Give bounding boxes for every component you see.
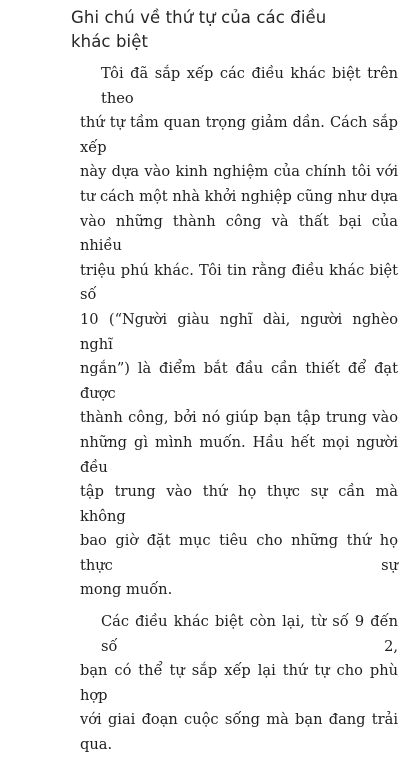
section-heading	[71, 6, 371, 54]
paragraph-2	[80, 610, 398, 758]
text-line: mong muốn.	[80, 581, 173, 599]
text-line: Tôi đã sắp xếp các điều khác biệt trên theo	[101, 65, 398, 107]
text-line: thành công, bởi nó giúp bạn tập trung vào	[80, 409, 398, 427]
paragraph-1	[80, 62, 398, 603]
text-line: thứ tự tầm quan trọng giảm dần. Cách sắp xếp	[80, 114, 398, 156]
text-line: triệu phú khác. Tôi tin rằng điều khác biệt số	[80, 261, 398, 304]
heading-line: Ghi chú về thứ tự của các điều	[71, 8, 327, 27]
text-line: vào những thành công và thất bại của nhiều	[80, 212, 398, 255]
text-line: 10 (“Người giàu nghĩ dài, người nghèo nghĩ	[80, 310, 398, 353]
text-line: bạn có thể tự sắp xếp lại thứ tự cho phù hợp	[80, 662, 398, 704]
text-line: Các điều khác biệt còn lại, từ số 9 đến số 2,	[101, 613, 398, 655]
text-line: bao giờ đặt mục tiêu cho những thứ họ thực sự	[80, 532, 398, 574]
heading-line: khác biệt	[71, 32, 149, 51]
text-line: ngắn”) là điểm bắt đầu cần thiết để đạt được	[80, 360, 398, 402]
text-line: những gì mình muốn. Hầu hết mọi người đều	[80, 433, 398, 476]
text-line: tập trung vào thứ họ thực sự cần mà không	[80, 483, 398, 525]
text-line: tư cách một nhà khởi nghiệp cũng như dựa	[80, 187, 398, 205]
text-line: này dựa vào kinh nghiệm của chính tôi với	[80, 163, 398, 181]
body-text	[80, 62, 398, 758]
text-line: với giai đoạn cuộc sống mà bạn đang trải qua.	[80, 711, 398, 754]
